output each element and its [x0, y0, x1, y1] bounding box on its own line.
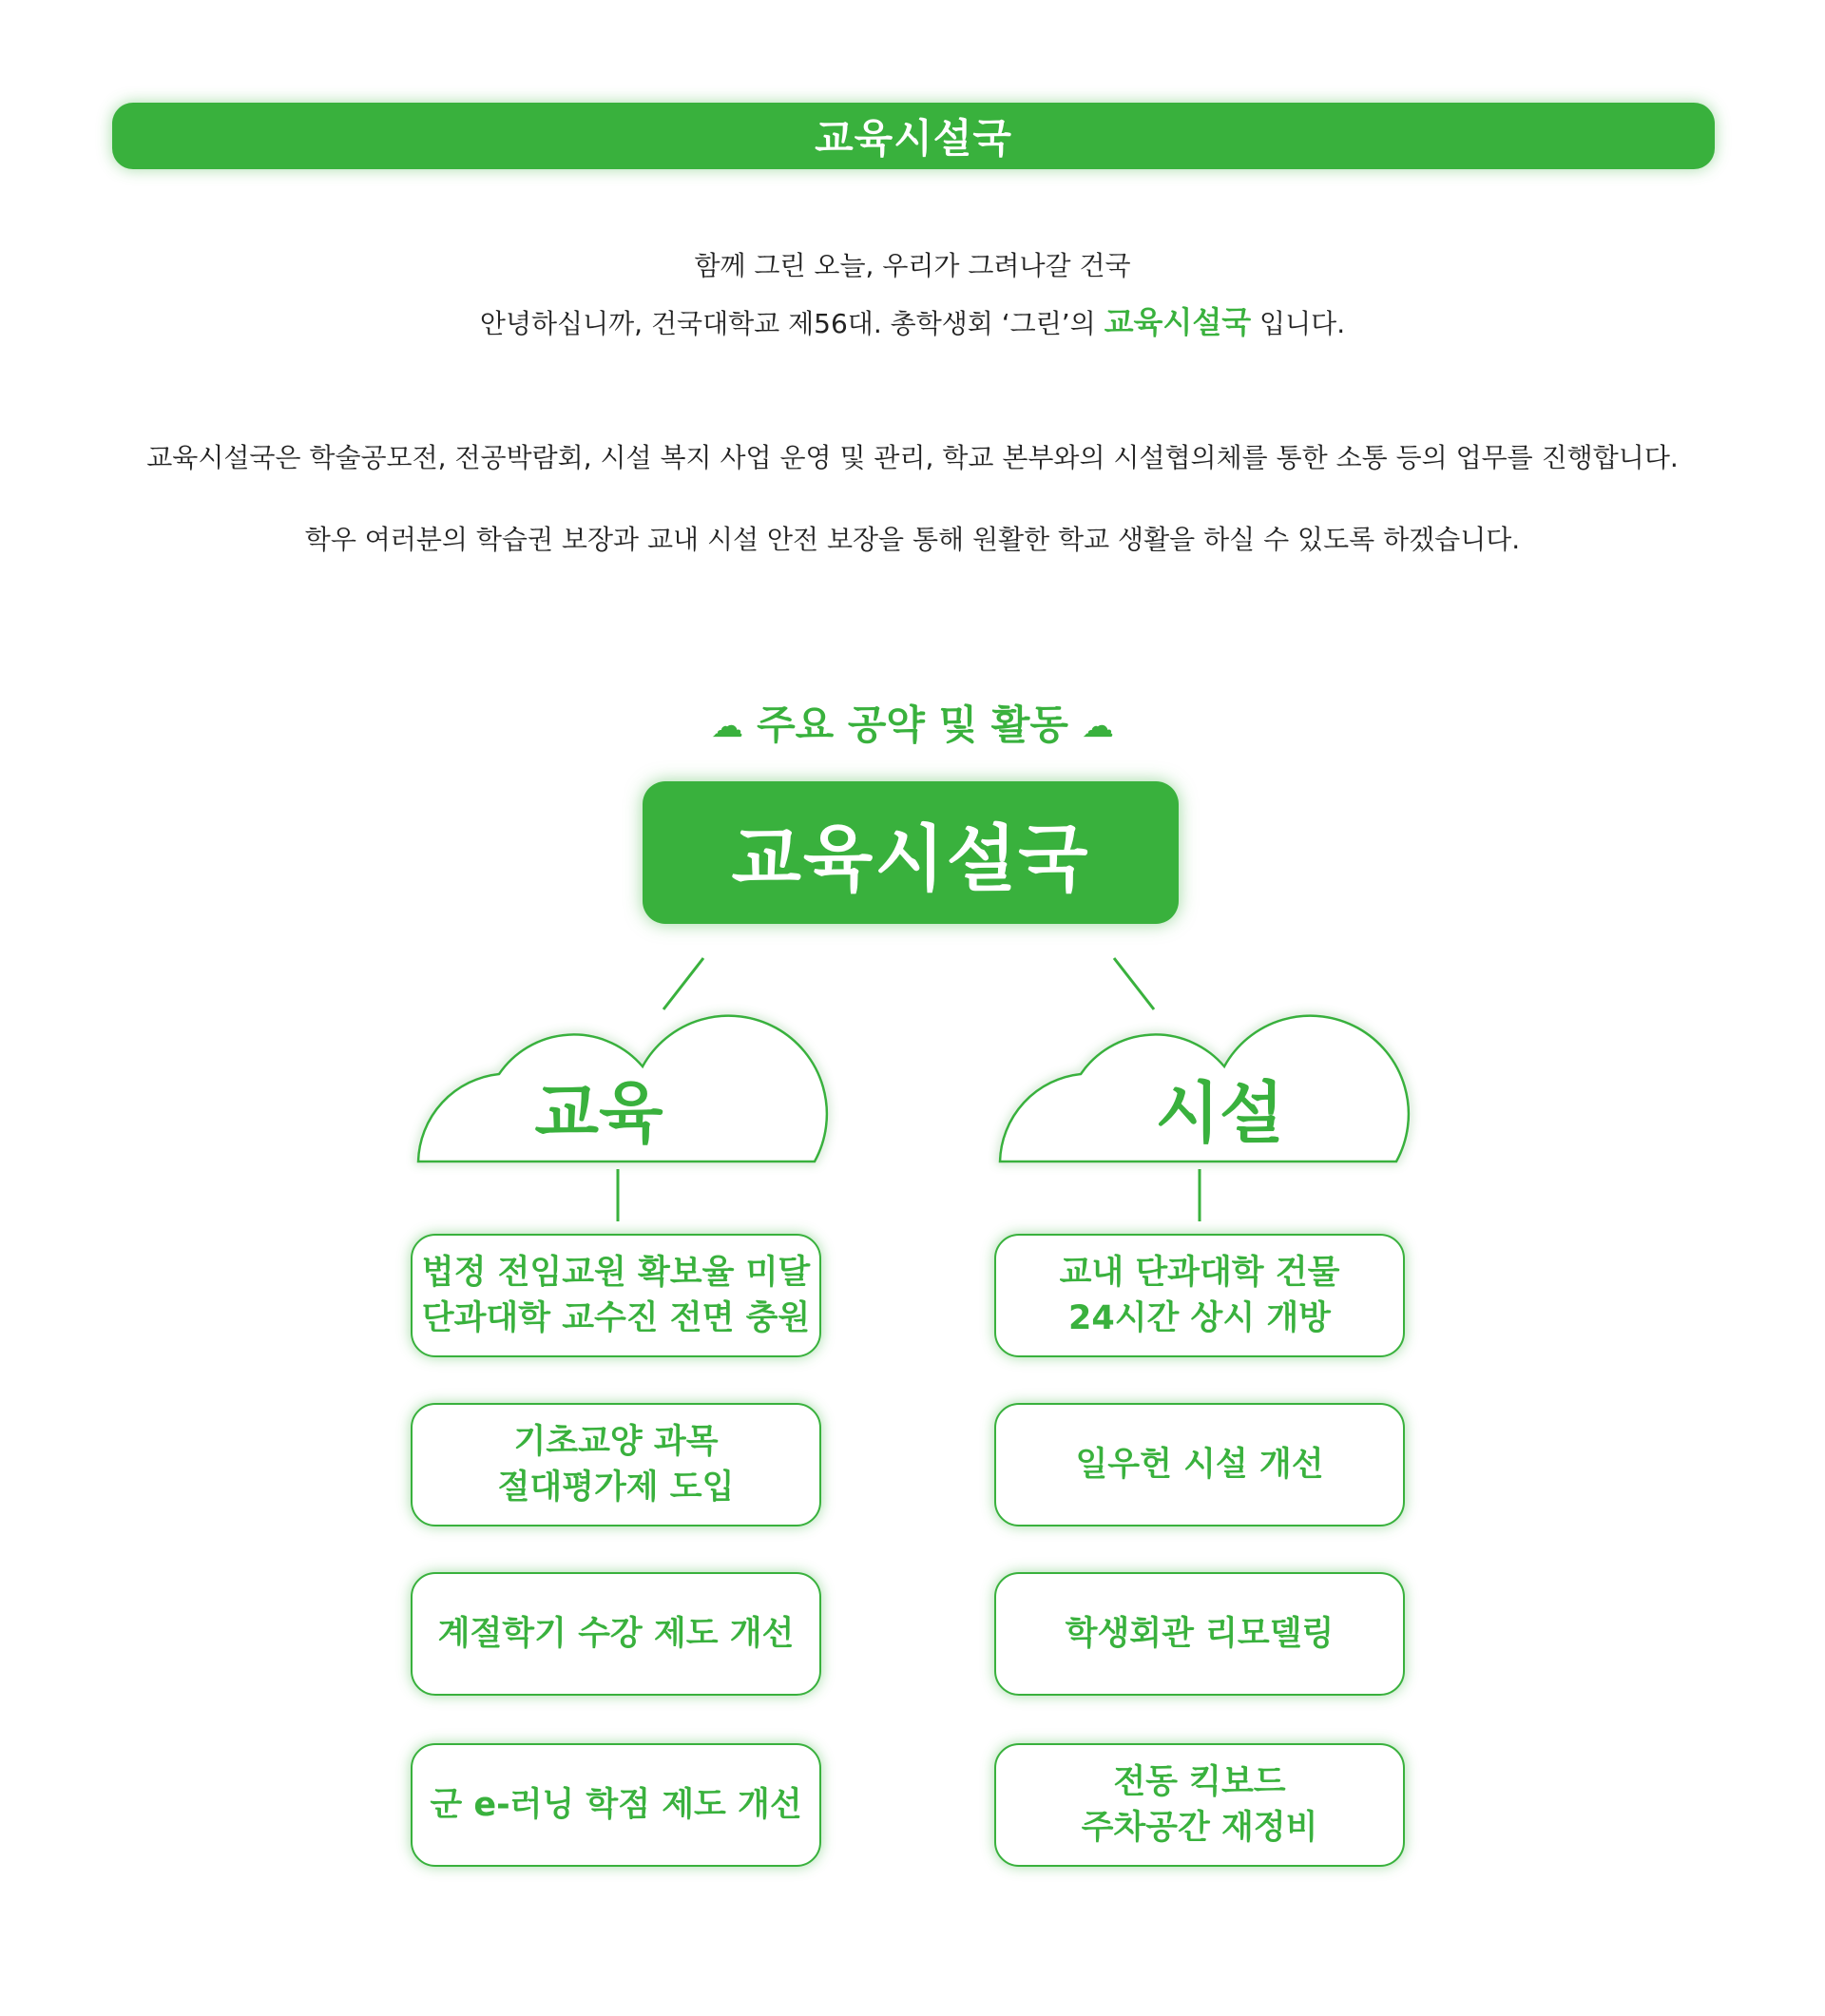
branch-label-education: 교육 — [534, 1074, 663, 1152]
facility-item-text: 일우헌 시설 개선 — [1075, 1446, 1324, 1484]
education-item-text: 법정 전임교원 확보율 미달 단과대학 교수진 전면 충원 — [421, 1254, 811, 1337]
education-item — [411, 1403, 821, 1526]
education-item-text: 기초교양 과목 절대평가제 도입 — [497, 1423, 735, 1507]
intro-duties: 교육시설국은 학술공모전, 전공박람회, 시설 복지 사업 운영 및 관리, 학교 본부와의 시설협의체를 통한 소통 등의 업무를 진행합니다. — [146, 442, 1679, 473]
department-title: 교육시설국 — [815, 115, 1012, 162]
facility-item — [994, 1743, 1405, 1867]
connector-root-left — [663, 958, 703, 1009]
diagram-root-label: 교육시설국 — [731, 816, 1090, 901]
intro-greeting-highlight: 교육시설국 — [1104, 304, 1252, 340]
education-item-text: 군 e-러닝 학점 제도 개선 — [430, 1786, 802, 1824]
education-item — [411, 1743, 821, 1867]
intro-greeting-suffix: 입니다. — [1251, 308, 1346, 339]
intro-greeting-prefix: 안녕하십니까, 건국대학교 제56대. 총학생회 ‘그린’의 — [479, 308, 1105, 339]
education-item — [411, 1572, 821, 1696]
cloud-icon-right: ☁ — [1081, 707, 1114, 745]
facility-item — [994, 1572, 1405, 1696]
intro-slogan: 함께 그린 오늘, 우리가 그려나갈 건국 — [694, 250, 1131, 281]
education-item — [411, 1234, 821, 1357]
section-heading-text: 주요 공약 및 활동 — [757, 701, 1068, 748]
facility-item — [994, 1234, 1405, 1357]
intro-pledge: 학우 여러분의 학습권 보장과 교내 시설 안전 보장을 통해 원활한 학교 생활을 하실 수 있도록 하겠습니다. — [304, 524, 1521, 555]
education-item-text: 계절학기 수강 제도 개선 — [437, 1615, 795, 1653]
cloud-icon-left: ☁ — [711, 707, 744, 745]
connector-root-right — [1114, 958, 1154, 1009]
facility-item-text: 학생회관 리모델링 — [1065, 1615, 1335, 1653]
facility-item-text: 교내 단과대학 건물 24시간 상시 개방 — [1059, 1254, 1340, 1337]
facility-item — [994, 1403, 1405, 1526]
branch-label-facility: 시설 — [1155, 1074, 1284, 1152]
facility-item-text: 전동 킥보드 주차공간 재정비 — [1081, 1763, 1318, 1847]
